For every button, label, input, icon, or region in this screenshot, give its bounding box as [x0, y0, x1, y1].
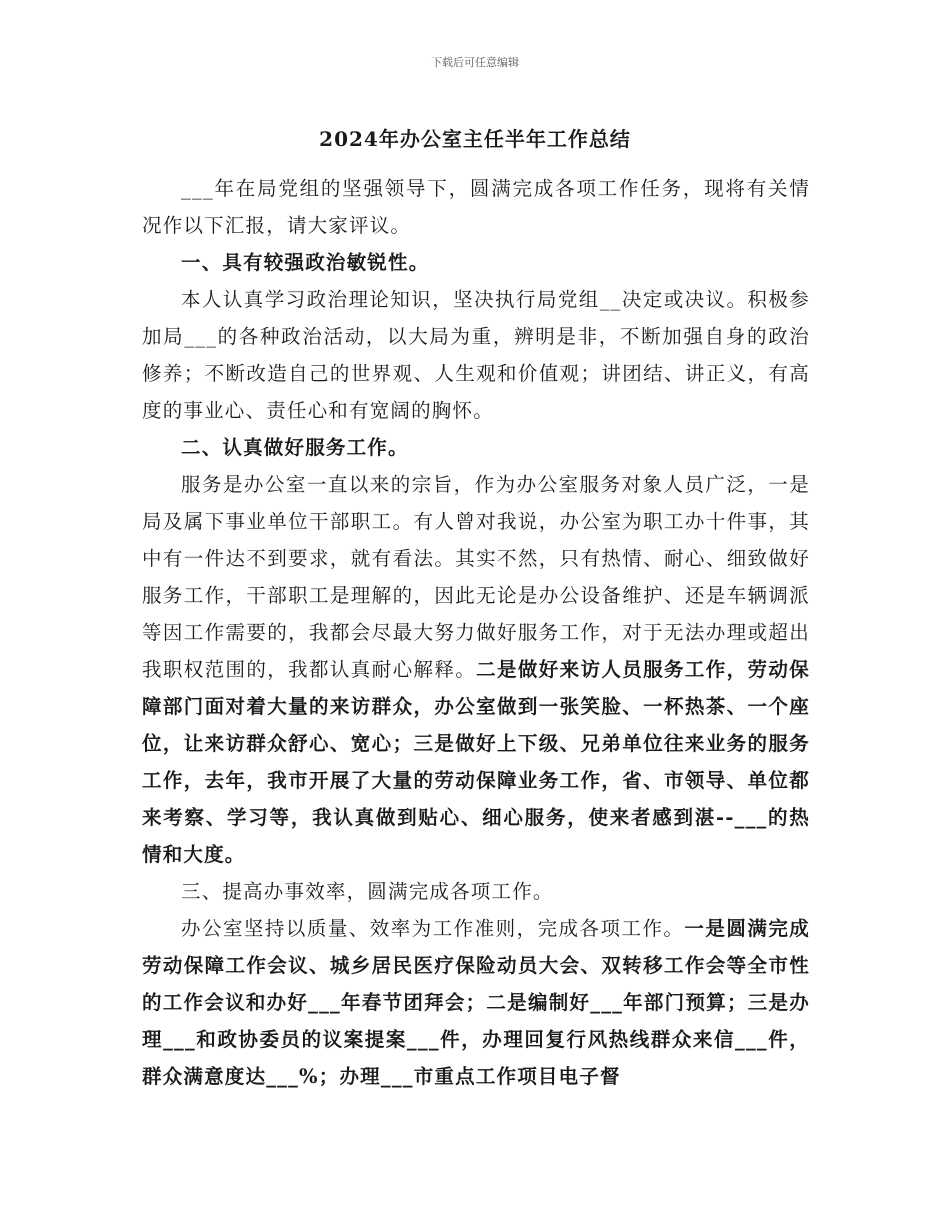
section-3-paragraph — [142, 910, 810, 1095]
section-2-text-bold: 二是做好来访人员服务工作，劳动保障部门面对着大量的来访群众，办公室做到一张笑脸、一杯热茶、一个座位，让来访群众舒心、宽心；三是做好上下级、兄弟单位往来业务的服务工作，去年，我市开展了大量的劳动保障业务工作，省、市领导、单位都来考察、学习等，我认真做到贴心、细心服务，使来者感到湛--___的热情和大度。 — [142, 658, 811, 866]
section-3-text-plain: 办公室坚持以质量、效率为工作准则，完成各项工作。 — [181, 917, 685, 940]
section-3-text-bold: 一是圆满完成劳动保障工作会议、城乡居民医疗保险动员大会、双转移工作会等全市性的工作会议和办好___年春节团拜会；二是编制好___年部门预算；三是办理___和政协委员的议案提案___件，办理回复行风热线群众来信___件，群众满意度达___%；办理___市重点工作项目电子督 — [142, 917, 810, 1088]
section-2-heading: 二、认真做好服务工作。 — [181, 436, 409, 459]
section-1-heading: 一、具有较强政治敏锐性。 — [181, 251, 430, 274]
page-header-note: 下载后可任意编辑 — [431, 56, 519, 69]
section-1-paragraph: 本人认真学习政治理论知识，坚决执行局党组__决定或决议。积极参加局___的各种政治活动，以大局为重，辨明是非，不断加强自身的政治修养；不断改造自己的世界观、人生观和价值观；讲团结、讲正义，有高度的事业心、责任心和有宽阔的胸怀。 — [142, 288, 810, 422]
section-2-text-plain: 服务是办公室一直以来的宗旨，作为办公室服务对象人员广泛，一是局及属下事业单位干部职工。有人曾对我说，办公室为职工办十件事，其中有一件达不到要求，就有看法。其实不然，只有热情、耐心、细致做好服务工作，干部职工是理解的，因此无论是办公设备维护、还是车辆调派等因工作需要的，我都会尽最大努力做好服务工作，对于无法办理或超出我职权范围的，我都认真耐心解释。 — [142, 473, 810, 681]
document-body — [142, 170, 810, 1095]
section-3-heading: 三、提高办事效率，圆满完成各项工作。 — [181, 880, 554, 903]
intro-paragraph: ___年在局党组的坚强领导下，圆满完成各项工作任务，现将有关情况作以下汇报，请大家评议。 — [142, 177, 810, 237]
document-title: 2024年办公室主任半年工作总结 — [319, 127, 631, 151]
section-2-paragraph — [142, 466, 810, 873]
